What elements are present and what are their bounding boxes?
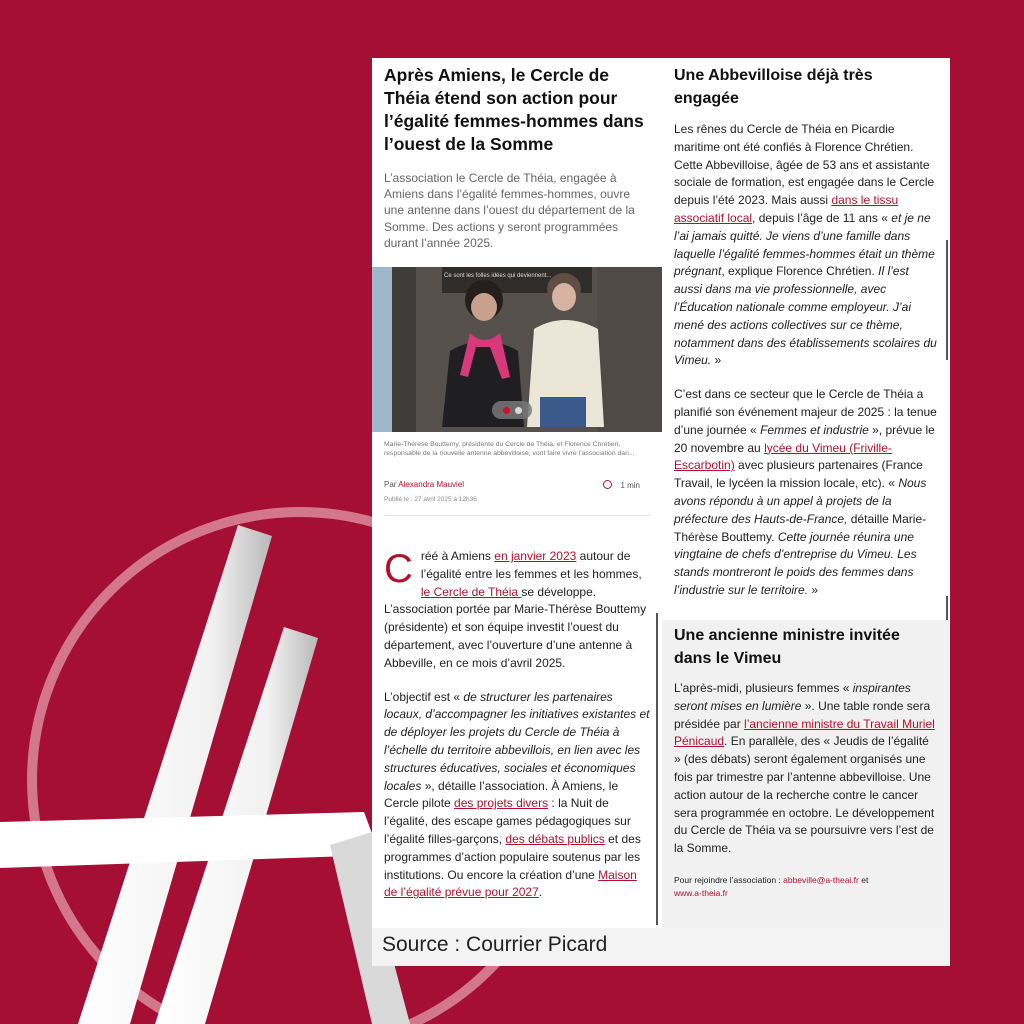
text: », prévue le 20 novembre au: [674, 422, 935, 455]
email-link[interactable]: abbeville@a-theai.fr: [783, 874, 859, 885]
link-projets-divers[interactable]: des projets divers: [454, 796, 549, 811]
byline: [384, 480, 650, 494]
divider: [384, 515, 650, 516]
paragraph-objectif: [384, 689, 650, 903]
text: , explique Florence Chrétien.: [721, 264, 879, 279]
published-date: Publié le : 27 avril 2025 à 12h36: [384, 496, 477, 504]
link-debats-publics[interactable]: des débats publics: [505, 831, 605, 846]
article-photo: [372, 267, 662, 432]
text: réé à Amiens: [420, 549, 495, 564]
text: et des programmes d’action populaire soutenus par les institutions. Ou encore la création d’une: [384, 831, 641, 882]
text: .: [538, 885, 543, 900]
photo-banner-text: Ce sont les folles idées qui deviennent...: [444, 273, 552, 280]
quote: Nous avons répondu à un appel à projets de la préfecture des Hauts-de-France,: [674, 476, 927, 526]
source-text: Source : Courrier Picard: [382, 933, 608, 956]
text: L’après-midi, plusieurs femmes «: [674, 681, 853, 695]
carousel-dot-active[interactable]: [503, 407, 510, 414]
article-lead: L’association le Cercle de Théia, engagée à Amiens dans l’égalité femmes-hommes, ouvre une antenne dans l’ouest du département de la Somme. Des actions y seront programmées durant l’année 2025.: [384, 171, 635, 250]
read-time: [603, 480, 640, 490]
clock-icon: [603, 480, 612, 489]
article-title: Après Amiens, le Cercle de Théia étend son action pour l’égalité femmes-hommes dans l’ouest de la Somme: [384, 65, 644, 154]
text: ». Une table ronde sera présidée par: [674, 698, 931, 731]
text: avec plusieurs partenaires (France Travail, le lycéen la mission locale, etc). «: [674, 458, 923, 491]
article-left-column: [372, 58, 662, 928]
text: », détaille l’association. À Amiens, le Cercle pilote: [384, 778, 619, 811]
text: : la Nuit de l’égalité, des escape games pédagogiques sur l’égalité filles-garçons,: [384, 796, 631, 846]
text: , depuis l’âge de 11 ans «: [752, 210, 892, 225]
quote: Il l’est aussi dans ma vie professionnelle, avec l’Éducation nationale comme employeur. J’ai mené des actions collectives sur ce thème, notamment dans des établissements scolaires du Vimeu.: [674, 264, 937, 368]
link-tissu-associatif[interactable]: dans le tissu associatif local: [674, 193, 899, 225]
text: Pour rejoindre l’association :: [674, 874, 784, 885]
dropcap: C: [384, 547, 413, 592]
website-link[interactable]: www.a-theia.fr: [674, 887, 728, 898]
text: »: [808, 582, 819, 597]
paragraph-evenement: [674, 386, 938, 600]
link-cercle-de-theia[interactable]: le Cercle de Théia: [420, 584, 522, 599]
text: autour de l’égalité entre les femmes et les hommes,: [420, 549, 642, 581]
quote: Femmes et industrie: [760, 422, 869, 437]
byline-prefix: Par: [384, 480, 399, 490]
text: se développe. L’association portée par Marie-Thérèse Bouttemy (présidente) et son équipe investit l’ouest du département, avec l’ouverture d’une antenne à Abbeville, en ce mois d’avril 2025.: [384, 584, 647, 670]
article-right-column: [662, 58, 950, 623]
article-right-bottom-column: [662, 620, 950, 928]
read-time-value: 1 min: [620, 481, 640, 491]
link-muriel-penicaud[interactable]: l’ancienne ministre du Travail Muriel Pénicaud: [674, 716, 935, 749]
quote: inspirantes seront mises en lumière: [674, 681, 911, 713]
text: . En parallèle, des « Jeudis de l’égalité » (des débats) seront également organisés une fois par trimestre par l’antenne abbevilloise. Une action autour de la recherche contre le cancer sera programmée en octobre. Le développement du Cercle de Théia va se poursuivre vers l’est de la Somme.: [674, 734, 935, 856]
text: C’est dans ce secteur que le Cercle de Théia a planifié son événement majeur de 2025 : la tenue d’une journée «: [674, 387, 937, 437]
scrollbar[interactable]: [946, 596, 948, 623]
section-title-abbevilloise: Une Abbevilloise déjà très engagée: [674, 67, 873, 107]
paragraph-ministre: [674, 680, 938, 858]
source-bar: [372, 928, 950, 966]
carousel-indicator[interactable]: [492, 401, 532, 419]
text: détaille Marie-Thérèse Bouttemy.: [674, 511, 927, 544]
author-link[interactable]: Alexandra Mauviel: [398, 480, 465, 490]
photo-caption: Marie-Thérèse Bouttemy, présidente du Cercle de Théia, et Florence Chrétien, responsable de la nouvelle antenne abbevilloise, vont faire vivre l’association dan...: [384, 441, 635, 458]
section-title-ministre: Une ancienne ministre invitée dans le Vimeu: [674, 627, 900, 667]
quote: et je ne l’ai jamais quitté. Je viens d’une famille dans laquelle l’égalité femmes-hommes était un thème prégnant: [674, 210, 935, 279]
paragraph-abbevilloise: [674, 121, 938, 370]
link-maison-egalite[interactable]: Maison de l’égalité prévue pour 2027: [384, 867, 637, 900]
link-lycee-du-vimeu[interactable]: lycée du Vimeu (Friville-Escarbotin): [674, 440, 892, 473]
quote: de structurer les partenaires locaux, d’accompagner les initiatives existantes et de déployer les projets du Cercle de Théia à l’échelle du territoire abbevillois, en lien avec les structures éducatives, sociales et économiques locales: [384, 689, 650, 793]
paragraph-intro: [384, 548, 650, 673]
carousel-dot[interactable]: [515, 407, 522, 414]
scrollbar[interactable]: [656, 613, 658, 925]
text: L’objectif est «: [384, 689, 464, 704]
text: et: [858, 874, 869, 885]
quote: Cette journée réunira une vingtaine de chefs d’entreprise du Vimeu. Les stands montreront le poids des femmes dans l’industrie sur le territoire.: [674, 529, 917, 597]
contact-line: [674, 874, 938, 900]
text: Les rênes du Cercle de Théia en Picardie maritime ont été confiés à Florence Chrétien. Cette Abbevilloise, âgée de 53 ans et assistante sociale de formation, est engagée dans le Cercle depuis l’été 2023. Mais aussi: [674, 122, 935, 208]
link-janvier-2023[interactable]: en janvier 2023: [494, 549, 577, 564]
text: »: [711, 353, 722, 368]
scrollbar[interactable]: [946, 240, 948, 360]
